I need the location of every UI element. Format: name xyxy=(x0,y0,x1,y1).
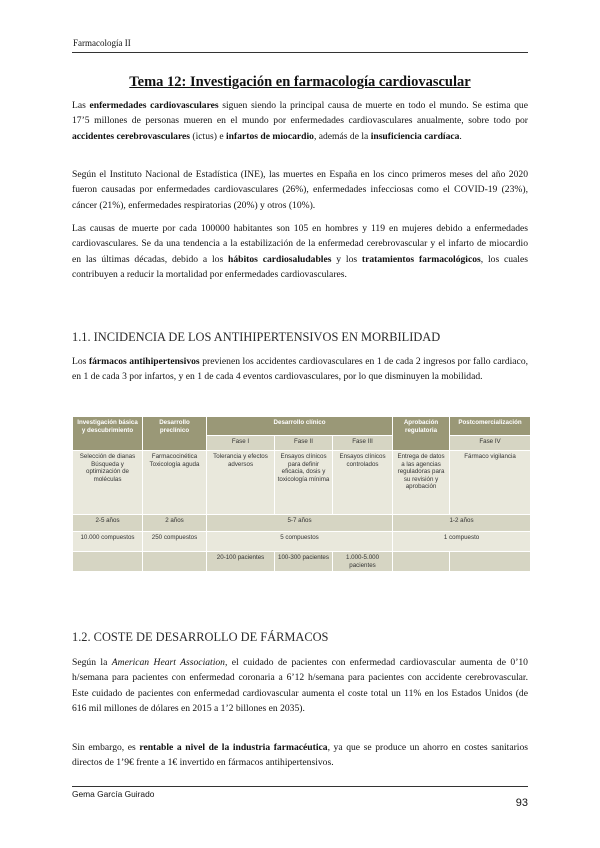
section-heading-antihipertensivos: 1.1. INCIDENCIA DE LOS ANTIHIPERTENSIVOS EN MORBILIDAD xyxy=(72,330,441,344)
paragraph-antihipertensivos: Los fármacos antihipertensivos previenen los accidentes cardiovasculares en 1 de cada 2 ingresos por fallo cardiaco, en 1 de cada 3 por infartos, y en 1 de cada 4 eventos cardiovasculares, por lo que disminuyen la mobilidad. xyxy=(72,356,529,383)
table-cell xyxy=(73,552,143,572)
table-cell: 100-300 pacientes xyxy=(275,552,333,572)
table-cell: 250 compuestos xyxy=(143,532,207,552)
table-cell: 1.000-5.000 pacientes xyxy=(333,552,393,572)
table-cell xyxy=(393,552,450,572)
table-cell: Ensayos clínicos para definir eficacia, dosis y toxicología mínima xyxy=(275,451,333,515)
table-cell xyxy=(450,552,531,572)
table-cell: 2-5 años xyxy=(73,515,143,532)
header-postcomercializacion: Postcomercialización xyxy=(450,417,531,436)
table-cell: 1 compuesto xyxy=(393,532,531,552)
table-cell: 1-2 años xyxy=(393,515,531,532)
phase-4-label: Fase IV xyxy=(450,436,531,451)
drug-development-table xyxy=(72,416,531,572)
phase-2-label: Fase II xyxy=(275,436,333,451)
table-cell: Ensayos clínicos controlados xyxy=(333,451,393,515)
paragraph-intro: Las enfermedades cardiovasculares siguen siendo la principal causa de muerte en todo el mundo. Se estima que 17’5 millones de personas mueren en el mundo por enfermedades cardiovasculares anualmente, sobre todo por accidentes cerebrovasculares (ictus) e infartos de miocardio, además de la insuficiencia cardíaca. xyxy=(72,100,528,142)
paragraph-aha: Según la American Heart Association, el cuidado de pacientes con enfermedad cardiovascular aumenta de 0’10 h/semana para pacientes con enfermedad coronaria a 6’12 h/semana para pacientes con accidente cerebrovascular. Este cuidado de pacientes con enfermedad cardiovascular aumenta el coste total un 11% en los Estados Unidos (de 616 mil millones de dólares en 2015 a 1’2 billones en 2035). xyxy=(72,657,528,715)
header-investigacion: Investigación básica y descubrimiento xyxy=(73,417,143,451)
table-cell: Farmacocinética Toxicología aguda xyxy=(143,451,207,515)
paragraph-mortality: Las causas de muerte por cada 100000 habitantes son 105 en hombres y 119 en mujeres debido a enfermedades cardiovasculares. Se da una tendencia a la estabilización de la enfermedad cerebrovascular y el infarto de miocardio en las últimas décadas, debido a los hábitos cardiosaludables y los tratamientos farmacológicos, los cuales contribuyen a reducir la mortalidad por enfermedades cardiovasculares. xyxy=(72,223,528,281)
table-cell: 5-7 años xyxy=(207,515,393,532)
table-cell: 20-100 pacientes xyxy=(207,552,275,572)
table-cell: Selección de dianas Búsqueda y optimización de moléculas xyxy=(73,451,143,515)
table-cell: Tolerancia y efectos adversos xyxy=(207,451,275,515)
table-cell: 10.000 compuestos xyxy=(73,532,143,552)
table-cell: Fármaco vigilancia xyxy=(450,451,531,515)
running-header: Farmacología II xyxy=(73,38,131,48)
paragraph-ine-stats: Según el Instituto Nacional de Estadística (INE), las muertes en España en los cinco primeros meses del año 2020 fueron causadas por enfermedades cardiovasculares (26%), enfermedades infecciosas como el COVID-19 (23%), cáncer (21%), enfermedades respiratorias (20%) y otros (10%). xyxy=(72,169,528,211)
footer-divider xyxy=(72,786,528,787)
header-clinico: Desarrollo clínico xyxy=(207,417,393,436)
table-cell xyxy=(143,552,207,572)
header-aprobacion: Aprobación regulatoria xyxy=(393,417,450,451)
table-cell: Entrega de datos a las agencias reguladoras para su revisión y aprobación xyxy=(393,451,450,515)
header-preclinico: Desarrollo preclínico xyxy=(143,417,207,451)
page-number: 93 xyxy=(515,797,528,809)
table-cell: 2 años xyxy=(143,515,207,532)
section-heading-coste: 1.2. COSTE DE DESARROLLO DE FÁRMACOS xyxy=(72,630,329,644)
page-title: Tema 12: Investigación en farmacología cardiovascular xyxy=(129,74,471,90)
paragraph-rentable: Sin embargo, es rentable a nivel de la industria farmacéutica, ya que se produce un ahorro en costes sanitarios directos de 1’9€ frente a 1€ invertido en fármacos antihipertensivos. xyxy=(72,742,528,769)
table-cell: 5 compuestos xyxy=(207,532,393,552)
header-divider xyxy=(72,52,528,53)
footer-author: Gema García Guirado xyxy=(72,789,155,799)
phase-3-label: Fase III xyxy=(333,436,393,451)
phase-1-label: Fase I xyxy=(207,436,275,451)
